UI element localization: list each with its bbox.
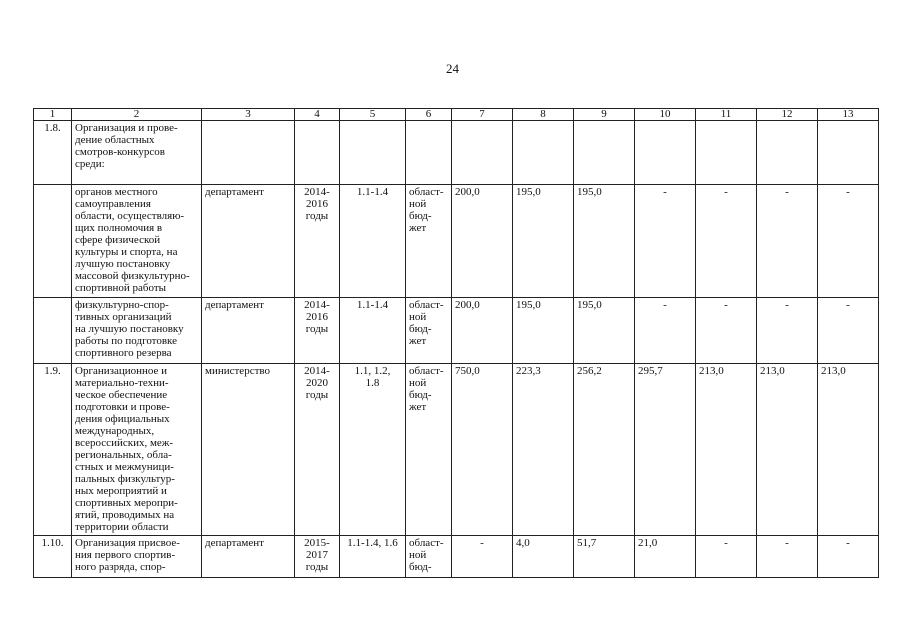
value-col8: 195,0 xyxy=(513,185,574,298)
value-col10: - xyxy=(635,185,696,298)
value-col7: 750,0 xyxy=(452,364,513,536)
value-col8: 223,3 xyxy=(513,364,574,536)
value-col11 xyxy=(696,121,757,185)
indicator xyxy=(340,121,406,185)
value-col10: - xyxy=(635,298,696,364)
item-number xyxy=(34,298,72,364)
value-col11: - xyxy=(696,298,757,364)
funding-source xyxy=(406,121,452,185)
value-col13 xyxy=(818,121,879,185)
funding-source: област- ной бюд- жет xyxy=(406,364,452,536)
item-number: 1.9. xyxy=(34,364,72,536)
value-col12 xyxy=(757,121,818,185)
column-number: 7 xyxy=(452,109,513,121)
value-col9 xyxy=(574,121,635,185)
value-col7: 200,0 xyxy=(452,298,513,364)
table-row xyxy=(34,121,879,185)
column-number: 12 xyxy=(757,109,818,121)
column-number: 2 xyxy=(72,109,202,121)
funding-source: област- ной бюд- жет xyxy=(406,298,452,364)
value-col11: - xyxy=(696,185,757,298)
indicator: 1.1-1.4, 1.6 xyxy=(340,536,406,578)
executor: департамент xyxy=(202,536,295,578)
funding-source: област- ной бюд- xyxy=(406,536,452,578)
value-col11: 213,0 xyxy=(696,364,757,536)
table-row xyxy=(34,536,879,578)
value-col8 xyxy=(513,121,574,185)
value-col12: - xyxy=(757,298,818,364)
column-number: 1 xyxy=(34,109,72,121)
period: 2014- 2020 годы xyxy=(295,364,340,536)
column-number: 10 xyxy=(635,109,696,121)
value-col12: 213,0 xyxy=(757,364,818,536)
item-number xyxy=(34,185,72,298)
item-name: Организационное и материально-техни- ческое обеспечение подготовки и прове- дения официальных международных, всероссийских, меж- региональных, обла- стных и межмуници- пальных физкультур- ных мероприятий и спортивных меропри- ятий, проводимых на территории области xyxy=(72,364,202,536)
table-row xyxy=(34,298,879,364)
indicator: 1.1, 1.2, 1.8 xyxy=(340,364,406,536)
executor: департамент xyxy=(202,185,295,298)
funding-source: област- ной бюд- жет xyxy=(406,185,452,298)
indicator: 1.1-1.4 xyxy=(340,298,406,364)
program-table xyxy=(33,108,879,578)
value-col8: 4,0 xyxy=(513,536,574,578)
item-name: физкультурно-спор- тивных организаций на лучшую постановку работы по подготовке спортивного резерва xyxy=(72,298,202,364)
value-col7: 200,0 xyxy=(452,185,513,298)
value-col11: - xyxy=(696,536,757,578)
period xyxy=(295,121,340,185)
column-number: 5 xyxy=(340,109,406,121)
item-name: Организация и прове- дение областных смотров-конкурсов среди: xyxy=(72,121,202,185)
item-number: 1.10. xyxy=(34,536,72,578)
value-col7: - xyxy=(452,536,513,578)
item-number: 1.8. xyxy=(34,121,72,185)
value-col9: 256,2 xyxy=(574,364,635,536)
value-col12: - xyxy=(757,536,818,578)
executor: министерство xyxy=(202,364,295,536)
column-number: 3 xyxy=(202,109,295,121)
column-number: 11 xyxy=(696,109,757,121)
value-col12: - xyxy=(757,185,818,298)
column-number: 4 xyxy=(295,109,340,121)
column-number: 13 xyxy=(818,109,879,121)
value-col9: 195,0 xyxy=(574,185,635,298)
column-number: 8 xyxy=(513,109,574,121)
column-number-row xyxy=(34,109,879,121)
period: 2014- 2016 годы xyxy=(295,185,340,298)
value-col10: 21,0 xyxy=(635,536,696,578)
value-col13: - xyxy=(818,536,879,578)
executor xyxy=(202,121,295,185)
value-col9: 51,7 xyxy=(574,536,635,578)
value-col9: 195,0 xyxy=(574,298,635,364)
page-number: 24 xyxy=(446,61,459,76)
value-col7 xyxy=(452,121,513,185)
value-col13: - xyxy=(818,185,879,298)
table-row xyxy=(34,364,879,536)
column-number: 6 xyxy=(406,109,452,121)
value-col13: 213,0 xyxy=(818,364,879,536)
table-row xyxy=(34,185,879,298)
executor: департамент xyxy=(202,298,295,364)
value-col13: - xyxy=(818,298,879,364)
item-name: органов местного самоуправления области, осуществляю- щих полномочия в сфере физической культуры и спорта, на лучшую постановку массовой физкультурно- спортивной работы xyxy=(72,185,202,298)
value-col8: 195,0 xyxy=(513,298,574,364)
item-name: Организация присвое- ния первого спортив- ного разряда, спор- xyxy=(72,536,202,578)
column-number: 9 xyxy=(574,109,635,121)
period: 2014- 2016 годы xyxy=(295,298,340,364)
indicator: 1.1-1.4 xyxy=(340,185,406,298)
value-col10 xyxy=(635,121,696,185)
period: 2015- 2017 годы xyxy=(295,536,340,578)
value-col10: 295,7 xyxy=(635,364,696,536)
